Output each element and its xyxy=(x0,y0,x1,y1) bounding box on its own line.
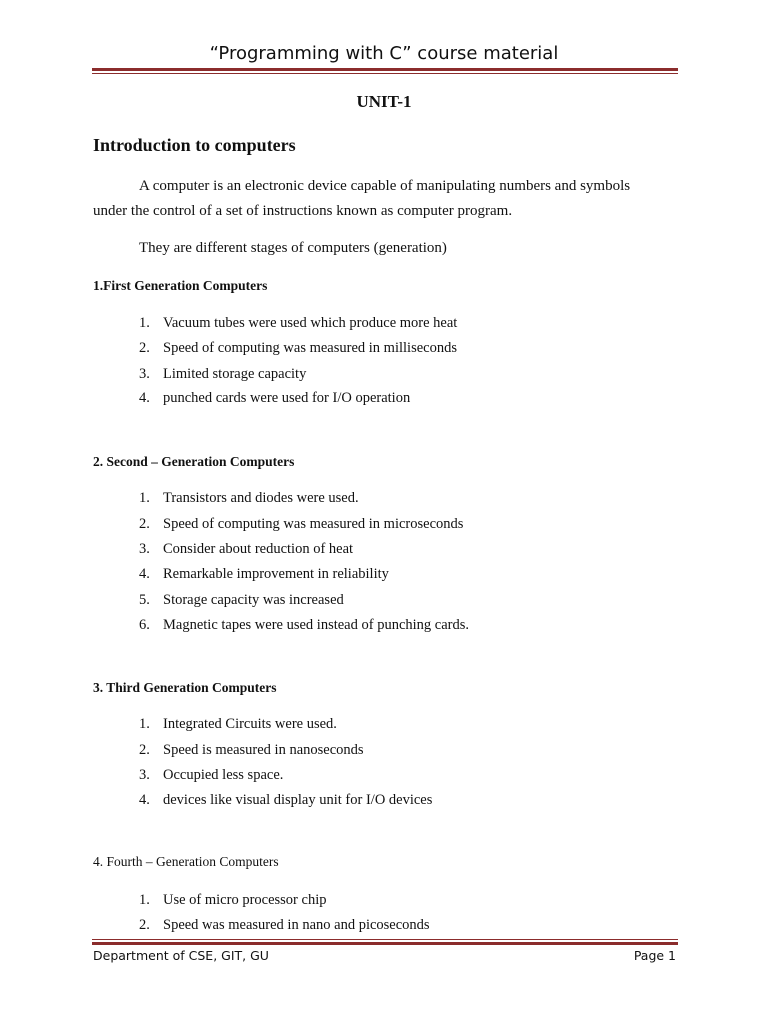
header-title: “Programming with C” course material xyxy=(209,43,559,64)
list-item: 2. Speed of computing was measured in microseconds xyxy=(139,516,464,532)
list-item: 3. Occupied less space. xyxy=(139,767,284,783)
list-item: 3. Limited storage capacity xyxy=(139,366,307,382)
list-item: 1. Use of micro processor chip xyxy=(139,892,327,908)
header-rule xyxy=(92,68,678,71)
gen1-heading: 1.First Generation Computers xyxy=(93,278,268,293)
list-item: 1. Vacuum tubes were used which produce more heat xyxy=(139,315,458,331)
footer-rule-thin xyxy=(92,939,678,940)
intro-paragraph-line2: under the control of a set of instructions known as computer program. xyxy=(93,203,513,219)
list-item: 6. Magnetic tapes were used instead of punching cards. xyxy=(139,617,470,633)
intro-paragraph-line1: A computer is an electronic device capable of manipulating numbers and symbols xyxy=(139,178,631,194)
list-item: 3. Consider about reduction of heat xyxy=(139,541,354,557)
gen2-heading: 2. Second – Generation Computers xyxy=(93,454,295,469)
list-item: 4. Remarkable improvement in reliability xyxy=(139,566,389,582)
list-item: 2. Speed is measured in nanoseconds xyxy=(139,742,364,758)
section-title: Introduction to computers xyxy=(93,135,296,155)
gen3-heading: 3. Third Generation Computers xyxy=(93,680,277,695)
list-item: 1. Transistors and diodes were used. xyxy=(139,490,359,506)
list-item: 4. devices like visual display unit for I/O devices xyxy=(139,792,433,808)
gen4-heading: 4. Fourth – Generation Computers xyxy=(93,854,279,869)
footer-department: Department of CSE, GIT, GU xyxy=(93,948,269,963)
unit-title: UNIT-1 xyxy=(356,92,412,111)
header-rule-thin xyxy=(92,73,678,74)
list-item: 5. Storage capacity was increased xyxy=(139,592,344,608)
list-item: 4. punched cards were used for I/O operation xyxy=(139,390,411,406)
list-item: 2. Speed of computing was measured in milliseconds xyxy=(139,340,457,356)
list-item: 2. Speed was measured in nano and picoseconds xyxy=(139,917,430,933)
footer-rule xyxy=(92,942,678,945)
intro-paragraph-line3: They are different stages of computers (generation) xyxy=(139,240,447,256)
list-item: 1. Integrated Circuits were used. xyxy=(139,716,337,732)
footer-page-number: Page 1 xyxy=(633,948,676,963)
